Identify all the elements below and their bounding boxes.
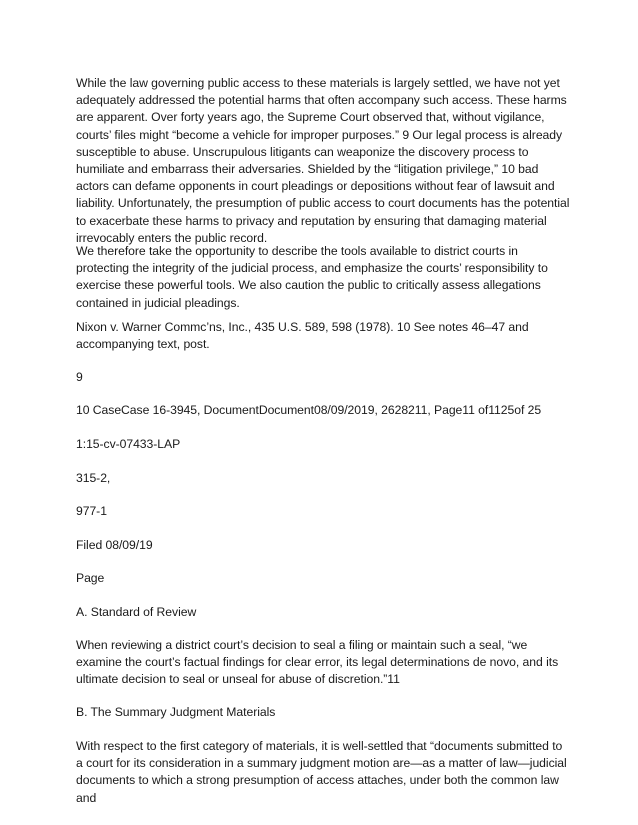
page-label: Page	[76, 571, 105, 585]
paragraph-tools-available: We therefore take the opportunity to describe the tools available to district courts in protecting the integrity of the judicial process, and emphasize the courts’ responsibility to exercise these powerful tools. We also caution the public to critically assess allegations contained in judicial pleadings.	[76, 244, 548, 310]
footnote-number-9: 9	[76, 370, 83, 384]
document-number-977: 977-1	[76, 504, 107, 518]
footnote-nixon-citation: Nixon v. Warner Commc’ns, Inc., 435 U.S. 589, 598 (1978). 10 See notes 46–47 and accompanying text, post.	[76, 320, 529, 352]
heading-standard-of-review: A. Standard of Review	[76, 605, 197, 619]
heading-summary-judgment-materials: B. The Summary Judgment Materials	[76, 705, 276, 719]
paragraph-public-access-harms: While the law governing public access to these materials is largely settled, we have not yet adequately addressed the potential harms that often accompany such access. These harms are apparent. Over forty years ago, the Supreme Court observed that, without vigilance, courts’ files might “become a vehicle for improper purposes.” 9 Our legal process is already susceptible to abuse. Unscrupulous litigants can weaponize the discovery process to humiliate and embarrass their adversaries. Shielded by the “litigation privilege,” 10 bad actors can defame opponents in court pleadings or depositions without fear of lawsuit and liability. Unfortunately, the presumption of public access to court documents has the potential to exacerbate these harms to privacy and reputation by ensuring that damaging material irrevocably enters the public record.	[76, 76, 570, 245]
paragraph-summary-judgment: With respect to the first category of materials, it is well-settled that “documents submitted to a court for its consideration in a summary judgment motion are—as a matter of law—judicial documents to which a strong presumption of access attaches, under both the common law and	[76, 739, 567, 805]
case-number: 1:15-cv-07433-LAP	[76, 437, 181, 451]
paragraph-standard-of-review: When reviewing a district court’s decision to seal a filing or maintain such a seal, “we examine the court’s factual findings for clear error, its legal determinations de novo, and its ultimate decision to seal or unseal for abuse of discretion.”11	[76, 638, 559, 687]
document-number-315: 315-2,	[76, 471, 111, 485]
filed-date: Filed 08/09/19	[76, 538, 153, 552]
case-header-line: 10 CaseCase 16-3945, DocumentDocument08/09/2019, 2628211, Page11 of1125of 25	[76, 403, 542, 417]
